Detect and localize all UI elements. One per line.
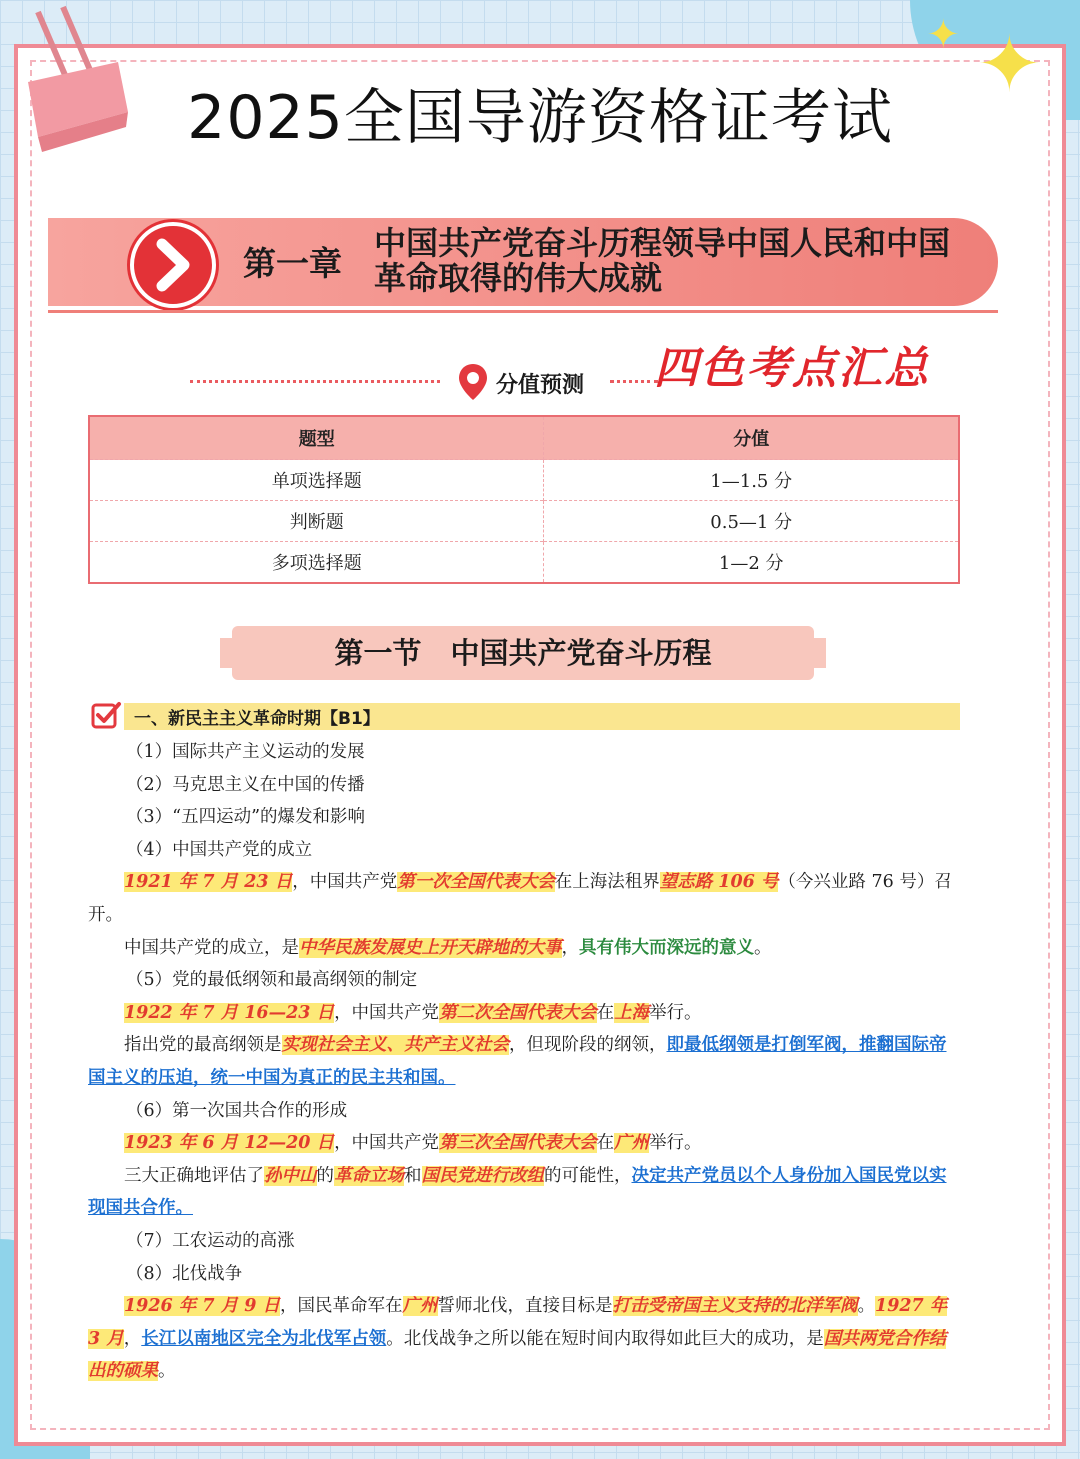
- blue-underlined-keyword: 长江以南地区完全为北伐军占领: [141, 1328, 387, 1349]
- text: 举行。: [649, 1133, 702, 1154]
- highlight-date: 1926 年 7 月 9 日: [124, 1296, 281, 1317]
- subtopic: （6）第一次国共合作的形成: [126, 1100, 348, 1121]
- section-title: 第一节 中国共产党奋斗历程: [232, 626, 814, 680]
- blue-underlined-keyword: 决定共产党员以个人身份加入国民党以实现国共合作。: [88, 1165, 947, 1219]
- handwritten-tag: 四色考点汇总: [654, 343, 930, 394]
- chapter-number: 第一章: [243, 244, 342, 283]
- highlight-keyword: 第三次全国代表大会: [439, 1133, 597, 1154]
- text: 的: [316, 1165, 334, 1186]
- highlight-date: 1922 年 7 月 16—23 日: [124, 1002, 335, 1023]
- text: （今兴业路 76 号）召开。: [88, 872, 952, 925]
- highlight-keyword: 望志路 106 号: [659, 872, 779, 893]
- highlight-date: 1923 年 6 月 12—20 日: [124, 1133, 335, 1154]
- text: 。: [754, 937, 772, 958]
- text: ，: [123, 1328, 142, 1349]
- blue-underlined-keyword: 即最低纲领是打倒军阀，推翻国际帝国主义的压迫，统一中国为真正的民主共和国。: [88, 1035, 947, 1088]
- text: ，国民革命军在: [280, 1296, 403, 1317]
- text: 在: [596, 1133, 615, 1154]
- study-content: [88, 736, 960, 1388]
- highlight-keyword: 中华民族发展史上开天辟地的大事: [299, 937, 562, 958]
- text: 在: [596, 1002, 615, 1023]
- highlight-keyword: 上海: [614, 1002, 650, 1023]
- highlight-keyword: 第一次全国代表大会: [397, 872, 555, 893]
- text: 誓师北伐，直接目标是: [437, 1296, 613, 1317]
- chapter-title: 中国共产党奋斗历程领导中国人民和中国革命取得的伟大成就: [374, 224, 951, 297]
- dotted-divider: [190, 380, 440, 383]
- highlight-keyword: 国共两党合作结出的硕果: [88, 1328, 947, 1382]
- checkbox-icon: [90, 700, 122, 732]
- table-header-row: [89, 416, 959, 460]
- text: ，: [561, 937, 579, 958]
- text: ，但现阶段的纲领，: [509, 1035, 667, 1056]
- highlight-keyword: 国民党进行改组: [421, 1165, 544, 1186]
- paragraph: [88, 1160, 960, 1225]
- period-label: 一、新民主主义革命时期【B1】: [134, 709, 380, 729]
- score-cell: 0.5—1 分: [544, 501, 959, 542]
- subtopic: （1）国际共产主义运动的发展: [126, 742, 365, 762]
- chapter-banner: [48, 218, 998, 306]
- text: 。: [857, 1296, 876, 1317]
- score-prediction-header: [190, 362, 920, 402]
- table-row: [89, 542, 959, 584]
- text: ，中国共产党: [292, 872, 398, 893]
- highlight-keyword: 打击受帝国主义支持的北洋军阀: [612, 1296, 858, 1317]
- highlight-keyword: 革命立场: [334, 1165, 404, 1186]
- score-cell: 1—2 分: [544, 542, 959, 584]
- table-row: [89, 501, 959, 542]
- dotted-divider: [610, 380, 658, 383]
- text: 举行。: [649, 1002, 702, 1023]
- period-heading: [90, 700, 960, 732]
- text: ，中国共产党: [334, 1002, 440, 1023]
- paragraph: [88, 997, 960, 1030]
- header-score: 分值: [544, 416, 959, 460]
- text: ，中国共产党: [334, 1133, 440, 1154]
- score-prediction-label: 分值预测: [496, 372, 585, 398]
- text: 的可能性，: [544, 1165, 632, 1186]
- highlight-keyword: 孙中山: [264, 1165, 317, 1186]
- highlight-keyword: 第二次全国代表大会: [439, 1002, 597, 1023]
- highlight-date: 1921 年 7 月 23 日: [124, 872, 293, 893]
- subtopic: （2）马克思主义在中国的传播: [126, 774, 365, 795]
- highlight-keyword: 广州: [614, 1133, 650, 1154]
- header-question-type: 题型: [89, 416, 544, 460]
- paragraph: [88, 1029, 960, 1094]
- question-type-cell: 多项选择题: [89, 542, 544, 584]
- highlight-date: 1927 年 3 月: [88, 1296, 948, 1349]
- divider: [48, 310, 998, 313]
- green-keyword: 具有伟大而深远的意义: [579, 937, 754, 958]
- text: 中国共产党的成立，是: [124, 937, 299, 958]
- score-cell: 1—1.5 分: [544, 460, 959, 501]
- question-type-cell: 单项选择题: [89, 460, 544, 501]
- text: 和: [404, 1165, 422, 1186]
- subtopic: （5）党的最低纲领和最高纲领的制定: [126, 970, 418, 991]
- paragraph: [88, 1290, 960, 1388]
- text: 在上海法租界: [554, 872, 660, 893]
- page-title: 2025全国导游资格证考试: [187, 83, 893, 153]
- table-row: [89, 460, 959, 501]
- score-table: [88, 415, 960, 584]
- chevron-right-icon: [130, 222, 216, 308]
- text: 。北伐战争之所以能在短时间内取得如此巨大的成功，是: [386, 1328, 824, 1349]
- paragraph: [88, 932, 960, 965]
- highlight-keyword: 实现社会主义、共产主义社会: [281, 1035, 509, 1056]
- paragraph: [88, 1127, 960, 1160]
- subtopic: （8）北伐战争: [126, 1263, 243, 1284]
- subtopic: （3）“五四运动”的爆发和影响: [126, 807, 366, 828]
- question-type-cell: 判断题: [89, 501, 544, 542]
- text: 指出党的最高纲领是: [124, 1035, 282, 1056]
- paragraph: [88, 866, 960, 931]
- subtopic: （4）中国共产党的成立: [126, 839, 313, 860]
- sparkle-icon: ✦: [976, 20, 1042, 110]
- text: 。: [158, 1361, 176, 1382]
- subtopic: （7）工农运动的高涨: [126, 1230, 295, 1251]
- highlight-keyword: 广州: [402, 1296, 438, 1317]
- location-pin-icon: [456, 362, 490, 402]
- sparkle-icon: ✦: [926, 12, 960, 58]
- text: 三大正确地评估了: [124, 1165, 264, 1186]
